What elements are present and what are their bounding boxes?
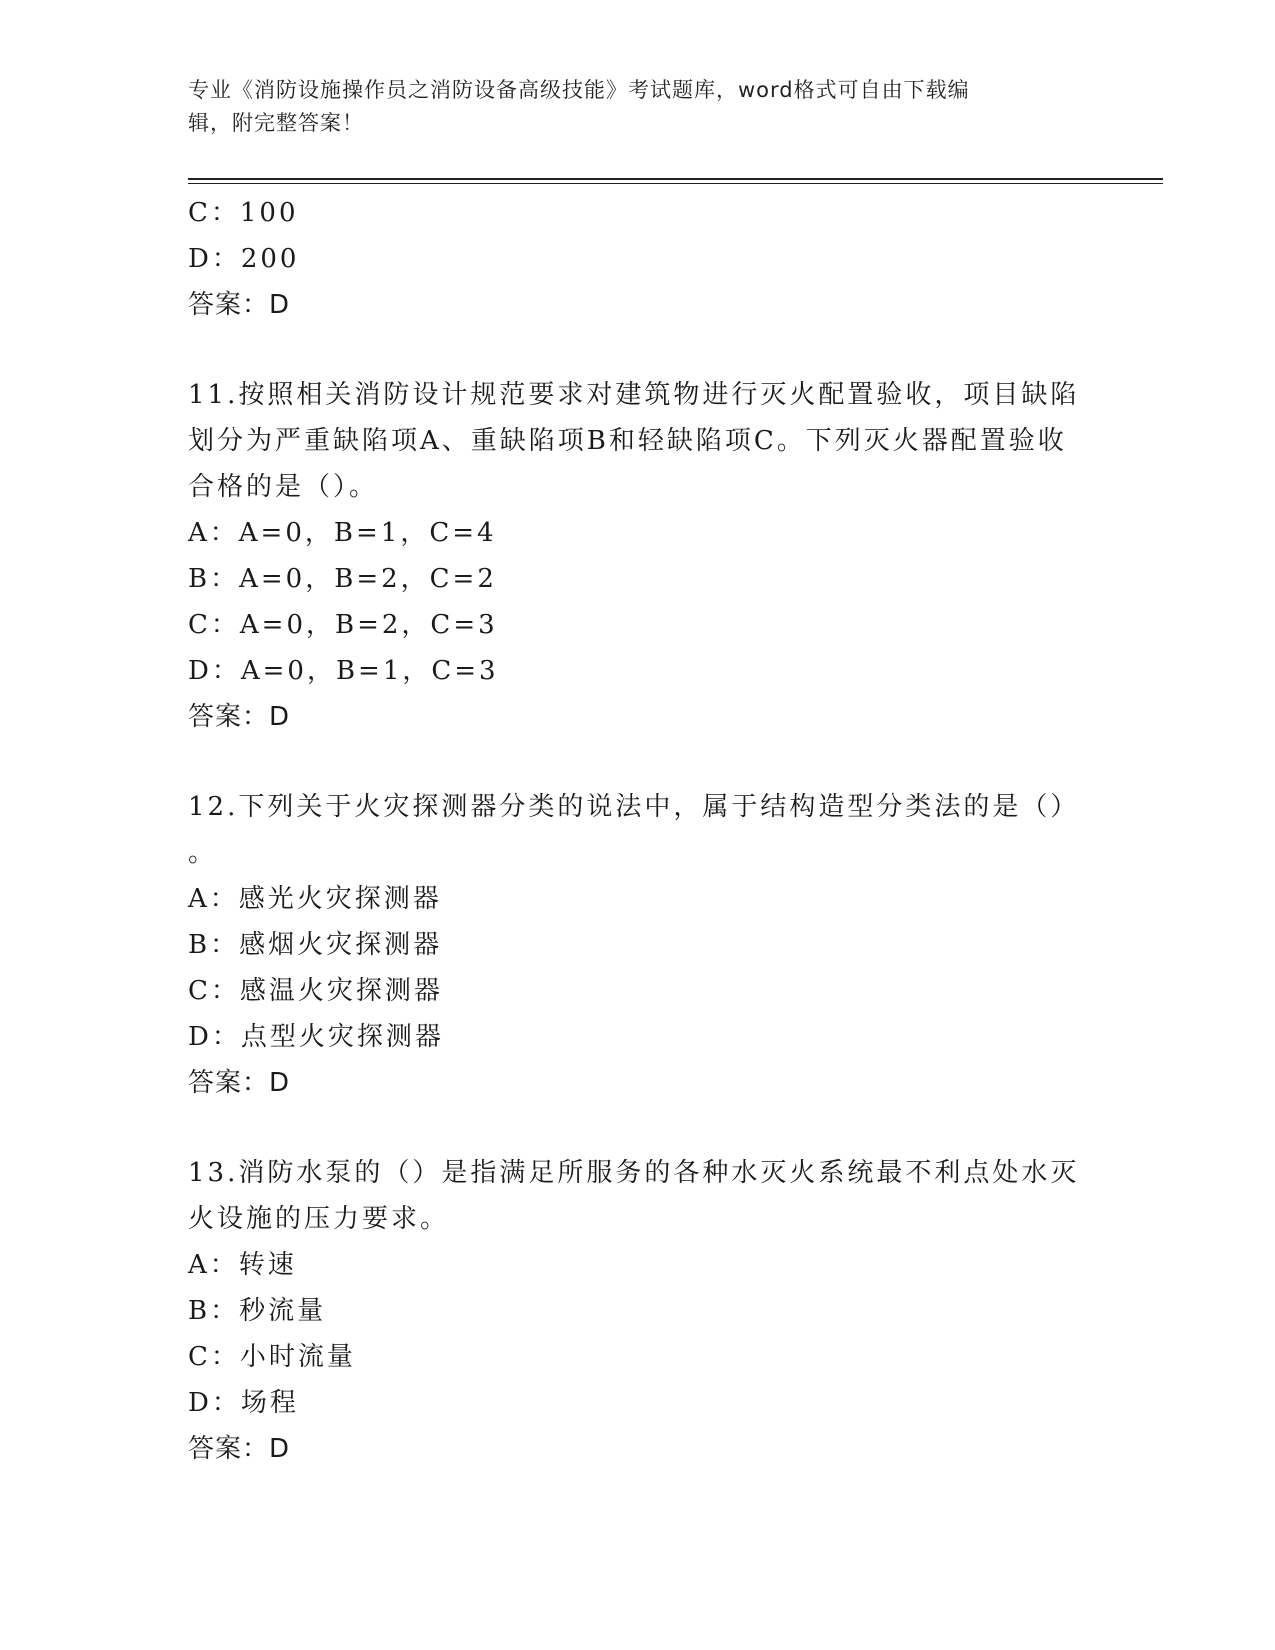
option-c: C：小时流量 <box>188 1342 356 1372</box>
answer-line: 答案：D <box>188 1068 291 1098</box>
question-content <box>188 190 1088 1472</box>
option-b: B：秒流量 <box>188 1296 327 1326</box>
question-gap <box>188 1106 1088 1150</box>
question-stem-line: 合格的是（）。 <box>188 472 379 502</box>
answer-line: 答案：D <box>188 1434 291 1464</box>
option-d: D：A=0，B=1，C=3 <box>188 656 499 686</box>
option-d: D：点型火灾探测器 <box>188 1022 444 1052</box>
option-c: C：100 <box>188 198 299 228</box>
header-line-1: 专业《消防设施操作员之消防设备高级技能》考试题库，word格式可自由下载编 <box>188 78 970 102</box>
header-rule-thin <box>188 183 1163 184</box>
question-13 <box>188 1150 1088 1472</box>
option-c: C：A=0，B=2，C=3 <box>188 610 498 640</box>
option-d: D：场程 <box>188 1388 299 1418</box>
question-stem-line: 13.消防水泵的（）是指满足所服务的各种水灭火系统最不利点处水灭 <box>188 1158 1080 1188</box>
question-stem-line: 划分为严重缺陷项A、重缺陷项B和轻缺陷项C。下列灭火器配置验收 <box>188 426 1067 456</box>
question-stem-line: 。 <box>188 838 218 868</box>
answer-line: 答案：D <box>188 702 291 732</box>
option-b: B：A=0，B=2，C=2 <box>188 564 497 594</box>
question-12 <box>188 784 1088 1106</box>
option-a: A：感光火灾探测器 <box>188 884 442 914</box>
header-line-2: 辑，附完整答案！ <box>188 111 364 135</box>
question-gap <box>188 328 1088 372</box>
question-10-continued <box>188 190 1088 328</box>
header-rule-thick <box>188 178 1163 180</box>
option-a: A：转速 <box>188 1250 297 1280</box>
page-header <box>188 74 1088 140</box>
question-stem-line: 12.下列关于火灾探测器分类的说法中，属于结构造型分类法的是（） <box>188 792 1080 822</box>
option-b: B：感烟火灾探测器 <box>188 930 443 960</box>
question-gap <box>188 740 1088 784</box>
option-a: A：A=0，B=1，C=4 <box>188 518 497 548</box>
option-c: C：感温火灾探测器 <box>188 976 443 1006</box>
answer-line: 答案：D <box>188 290 291 320</box>
question-stem-line: 11.按照相关消防设计规范要求对建筑物进行灭火配置验收，项目缺陷 <box>188 380 1080 410</box>
question-11 <box>188 372 1088 740</box>
document-page <box>188 0 1163 1650</box>
question-stem-line: 火设施的压力要求。 <box>188 1204 450 1234</box>
option-d: D：200 <box>188 244 300 274</box>
